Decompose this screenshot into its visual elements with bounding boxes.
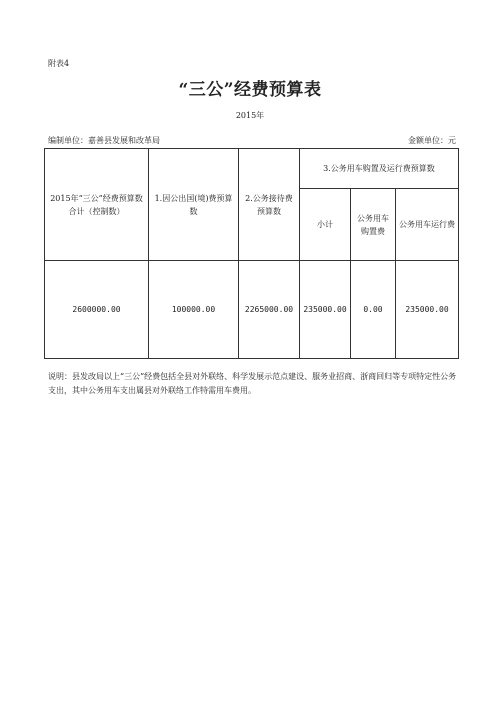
explanatory-note: 说明：县发改局以上“三公”经费包括全县对外联络、科学发展示范点建设、服务业招商、浙商回归等专项特定性公务支出，其中公务用车支出属县对外联络工作特需用车费用。: [48, 372, 457, 395]
cell-abroad: 100000.00: [149, 261, 239, 359]
cell-subtotal: 235000.00: [300, 261, 351, 359]
header-reception: 2.公务接待费预算数: [239, 149, 300, 261]
header-vehicle-operation: 公务用车运行费: [396, 189, 459, 261]
cell-vehicle-operation: 235000.00: [396, 261, 459, 359]
amount-unit: 金额单位：元: [408, 136, 456, 145]
header-vehicle-group: 3.公务用车购置及运行费预算数: [300, 149, 459, 189]
cell-reception: 2265000.00: [239, 261, 300, 359]
budget-table: [44, 148, 459, 359]
header-total: 2015年“三公”经费预算数合计（控制数）: [45, 149, 149, 261]
cell-total: 2600000.00: [45, 261, 149, 359]
header-abroad: 1.因公出国(境)费预算数: [149, 149, 239, 261]
table-row: [45, 261, 459, 359]
year-label: 2015年: [235, 111, 265, 120]
compiling-unit: 编制单位：嘉善县发展和改革局: [48, 136, 160, 145]
cell-vehicle-purchase: 0.00: [351, 261, 396, 359]
header-vehicle-purchase: 公务用车购置费: [351, 189, 396, 261]
header-subtotal: 小计: [300, 189, 351, 261]
page-title: “三公”经费预算表: [178, 80, 322, 100]
attachment-label: 附表4: [48, 59, 70, 68]
